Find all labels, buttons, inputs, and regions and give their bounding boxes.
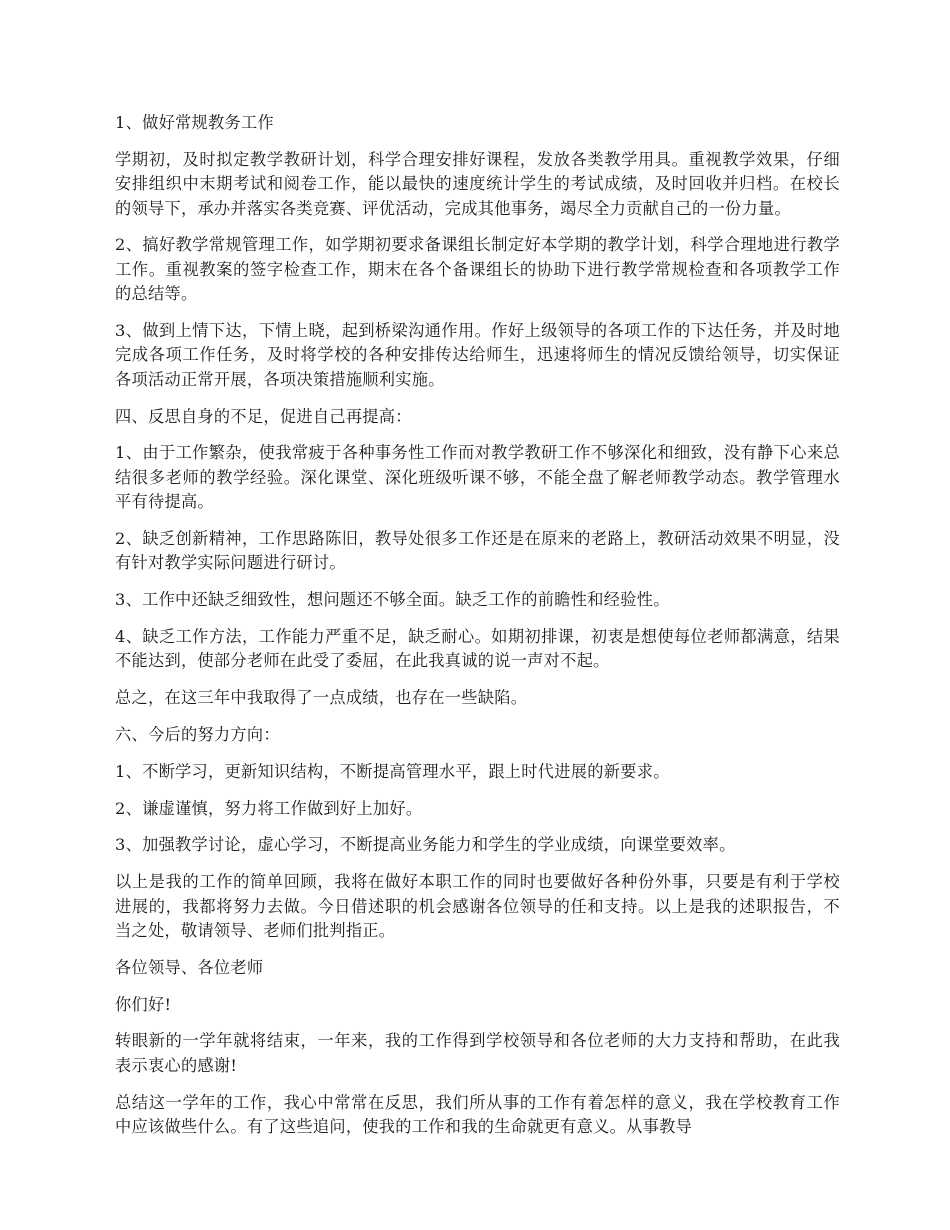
greeting-line: 你们好! [115, 994, 172, 1014]
paragraph-shortcoming-3: 3、工作中还缺乏细致性，想问题还不够全面。缺乏工作的前瞻性和经验性。 [115, 590, 670, 610]
salutation-line: 各位领导、各位老师 [115, 957, 264, 977]
paragraph-year-end-thanks: 转眼新的一学年就将结束，一年来，我的工作得到学校领导和各位老师的大力支持和帮助，在此我表示衷心的感谢! [115, 1031, 840, 1075]
section-heading-future-direction: 六、今后的努力方向： [115, 725, 280, 745]
section-heading-routine-affairs: 1、做好常规教务工作 [115, 113, 274, 132]
paragraph-teaching-management: 2、搞好教学常规管理工作，如学期初要求备课组长制定好本学期的教学计划，科学合理地进行教学工作。重视教案的签字检查工作，期末在各个备课组长的协助下进行教学常规检查和各项教学工作的总结等。 [115, 235, 840, 304]
paragraph-summary: 总之，在这三年中我取得了一点成绩，也存在一些缺陷。 [115, 688, 528, 708]
paragraph-shortcoming-2: 2、缺乏创新精神，工作思路陈旧，教导处很多工作还是在原来的老路上，教研活动效果不明显，没有针对教学实际问题进行研讨。 [115, 529, 840, 573]
paragraph-year-reflection: 总结这一学年的工作，我心中常常在反思，我们所从事的工作有着怎样的意义，我在学校教育工作中应该做些什么。有了这些追问，使我的工作和我的生命就更有意义。从事教导 [115, 1092, 840, 1137]
paragraph-direction-2: 2、谦虚谨慎，努力将工作做到好上加好。 [115, 798, 423, 818]
paragraph-shortcoming-4: 4、缺乏工作方法，工作能力严重不足，缺乏耐心。如期初排课，初衷是想使每位老师都满意，结果不能达到，使部分老师在此受了委屈，在此我真诚的说一声对不起。 [115, 627, 840, 671]
paragraph-semester-planning: 学期初，及时拟定教学教研计划，科学合理安排好课程，发放各类教学用具。重视教学效果，仔细安排组织中末期考试和阅卷工作，能以最快的速度统计学生的考试成绩，及时回收并归档。在校长的领导下，承办并落实各类竞赛、评优活动，完成其他事务，竭尽全力贡献自己的一份力量。 [115, 149, 840, 218]
paragraph-communication-bridge: 3、做到上情下达，下情上晓，起到桥梁沟通作用。作好上级领导的各项工作的下达任务，并及时地完成各项工作任务，及时将学校的各种安排传达给师生，迅速将师生的情况反馈给领导，切实保证各项活动正常开展，各项决策措施顺利实施。 [115, 321, 840, 389]
section-heading-self-reflection: 四、反思自身的不足，促进自己再提高： [115, 406, 412, 426]
document-page [115, 111, 840, 1152]
paragraph-shortcoming-1: 1、由于工作繁杂，使我常疲于各种事务性工作而对教学教研工作不够深化和细致，没有静下心来总结很多老师的教学经验。深化课堂、深化班级听课不够，不能全盘了解老师教学动态。教学管理水平有待提高。 [115, 443, 840, 512]
paragraph-direction-1: 1、不断学习，更新知识结构，不断提高管理水平，跟上时代进展的新要求。 [115, 761, 670, 781]
paragraph-direction-3: 3、加强教学讨论，虚心学习，不断提高业务能力和学生的学业成绩，向课堂要效率。 [115, 835, 736, 855]
paragraph-closing-review: 以上是我的工作的简单回顾，我将在做好本职工作的同时也要做好各种份外事，只要是有利于学校进展的，我都将努力去做。今日借述职的机会感谢各位领导的任和支持。以上是我的述职报告，不当之处，敬请领导、老师们批判指正。 [115, 872, 840, 941]
